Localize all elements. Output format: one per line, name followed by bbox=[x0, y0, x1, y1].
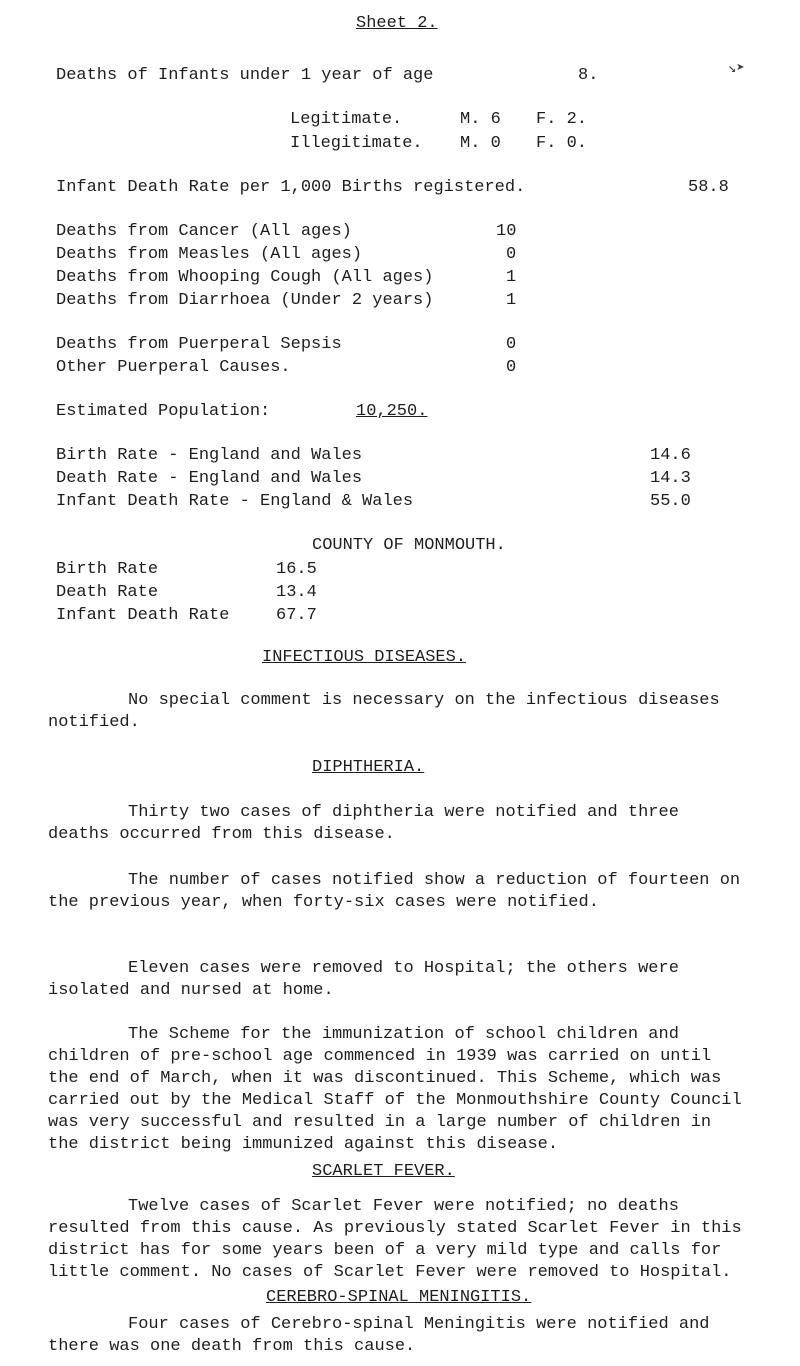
death-cause-row: Deaths from Cancer (All ages) bbox=[56, 222, 352, 241]
infant-deaths-total: 8. bbox=[578, 66, 599, 85]
county-heading: COUNTY OF MONMOUTH. bbox=[312, 536, 506, 555]
legitimate-female: F. 2. bbox=[536, 110, 588, 129]
population-value: 10,250. bbox=[356, 402, 428, 421]
meningitis-text: Four cases of Cerebro-spinal Meningitis were notified and there was one death from this cause. bbox=[48, 1315, 710, 1356]
legitimate-label: Legitimate. bbox=[290, 110, 403, 129]
infectious-paragraph bbox=[48, 690, 748, 734]
england-rate-value: 14.6 bbox=[650, 446, 691, 465]
death-cause-value: 10 bbox=[496, 222, 517, 241]
meningitis-paragraph bbox=[48, 1314, 748, 1358]
county-rate-row: Birth Rate bbox=[56, 560, 159, 579]
death-cause-row: Deaths from Measles (All ages) bbox=[56, 245, 363, 264]
england-rate-row: Death Rate - England and Wales bbox=[56, 469, 363, 488]
scarlet-paragraph bbox=[48, 1196, 748, 1284]
diphtheria-paragraph-4 bbox=[48, 1024, 748, 1156]
county-rate-value: 16.5 bbox=[276, 560, 317, 579]
england-rate-value: 14.3 bbox=[650, 469, 691, 488]
legitimate-male: M. 6 bbox=[460, 110, 501, 129]
puerperal-row: Other Puerperal Causes. bbox=[56, 358, 291, 377]
meningitis-heading: CEREBRO-SPINAL MENINGITIS. bbox=[266, 1288, 532, 1307]
infant-deaths-heading: Deaths of Infants under 1 year of age bbox=[56, 66, 434, 85]
death-cause-row: Deaths from Diarrhoea (Under 2 years) bbox=[56, 291, 434, 310]
puerperal-row: Deaths from Puerperal Sepsis bbox=[56, 335, 342, 354]
county-rate-row: Death Rate bbox=[56, 583, 159, 602]
scarlet-text: Twelve cases of Scarlet Fever were notified; no deaths resulted from this cause. As previously stated Scarlet Fever in this district has for some years been of a very mild type and calls for little comment. No cases of Scarlet Fever were removed to Hospital. bbox=[48, 1197, 742, 1282]
diphtheria-text-3: Eleven cases were removed to Hospital; the others were isolated and nursed at home. bbox=[48, 959, 679, 1000]
infectious-heading: INFECTIOUS DISEASES. bbox=[262, 648, 467, 667]
death-cause-value: 1 bbox=[506, 268, 517, 287]
scarlet-heading: SCARLET FEVER. bbox=[312, 1162, 455, 1181]
county-rate-value: 67.7 bbox=[276, 606, 317, 625]
england-rate-row: Infant Death Rate - England & Wales bbox=[56, 492, 414, 511]
population-label: Estimated Population: bbox=[56, 402, 271, 421]
infant-death-rate-label: Infant Death Rate per 1,000 Births registered. bbox=[56, 178, 526, 197]
puerperal-value: 0 bbox=[506, 358, 517, 377]
county-rate-value: 13.4 bbox=[276, 583, 317, 602]
death-cause-value: 0 bbox=[506, 245, 517, 264]
sheet-label: Sheet 2. bbox=[356, 14, 438, 33]
illegitimate-label: Illegitimate. bbox=[290, 134, 423, 153]
corner-marks: ↘➤ bbox=[728, 61, 745, 77]
diphtheria-text-4: The Scheme for the immunization of school children and children of pre-school age commenced in 1939 was carried on until the end of March, when it was discontinued. This Scheme, which was carried out by the Medical Staff of the Monmouthshire County Council was very successful and resulted in a large number of children in the district being immunized against this disease. bbox=[48, 1025, 742, 1154]
england-rate-value: 55.0 bbox=[650, 492, 691, 511]
county-rate-row: Infant Death Rate bbox=[56, 606, 230, 625]
illegitimate-female: F. 0. bbox=[536, 134, 588, 153]
diphtheria-text-2: The number of cases notified show a reduction of fourteen on the previous year, when forty-six cases were notified. bbox=[48, 871, 741, 912]
diphtheria-text-1: Thirty two cases of diphtheria were notified and three deaths occurred from this disease. bbox=[48, 803, 679, 844]
death-cause-row: Deaths from Whooping Cough (All ages) bbox=[56, 268, 434, 287]
infant-death-rate-value: 58.8 bbox=[688, 178, 729, 197]
infectious-text: No special comment is necessary on the infectious diseases notified. bbox=[48, 691, 720, 732]
england-rate-row: Birth Rate - England and Wales bbox=[56, 446, 363, 465]
death-cause-value: 1 bbox=[506, 291, 517, 310]
illegitimate-male: M. 0 bbox=[460, 134, 501, 153]
diphtheria-paragraph-3 bbox=[48, 958, 748, 1002]
diphtheria-paragraph-1 bbox=[48, 802, 748, 846]
diphtheria-paragraph-2 bbox=[48, 870, 748, 914]
diphtheria-heading: DIPHTHERIA. bbox=[312, 758, 425, 777]
puerperal-value: 0 bbox=[506, 335, 517, 354]
